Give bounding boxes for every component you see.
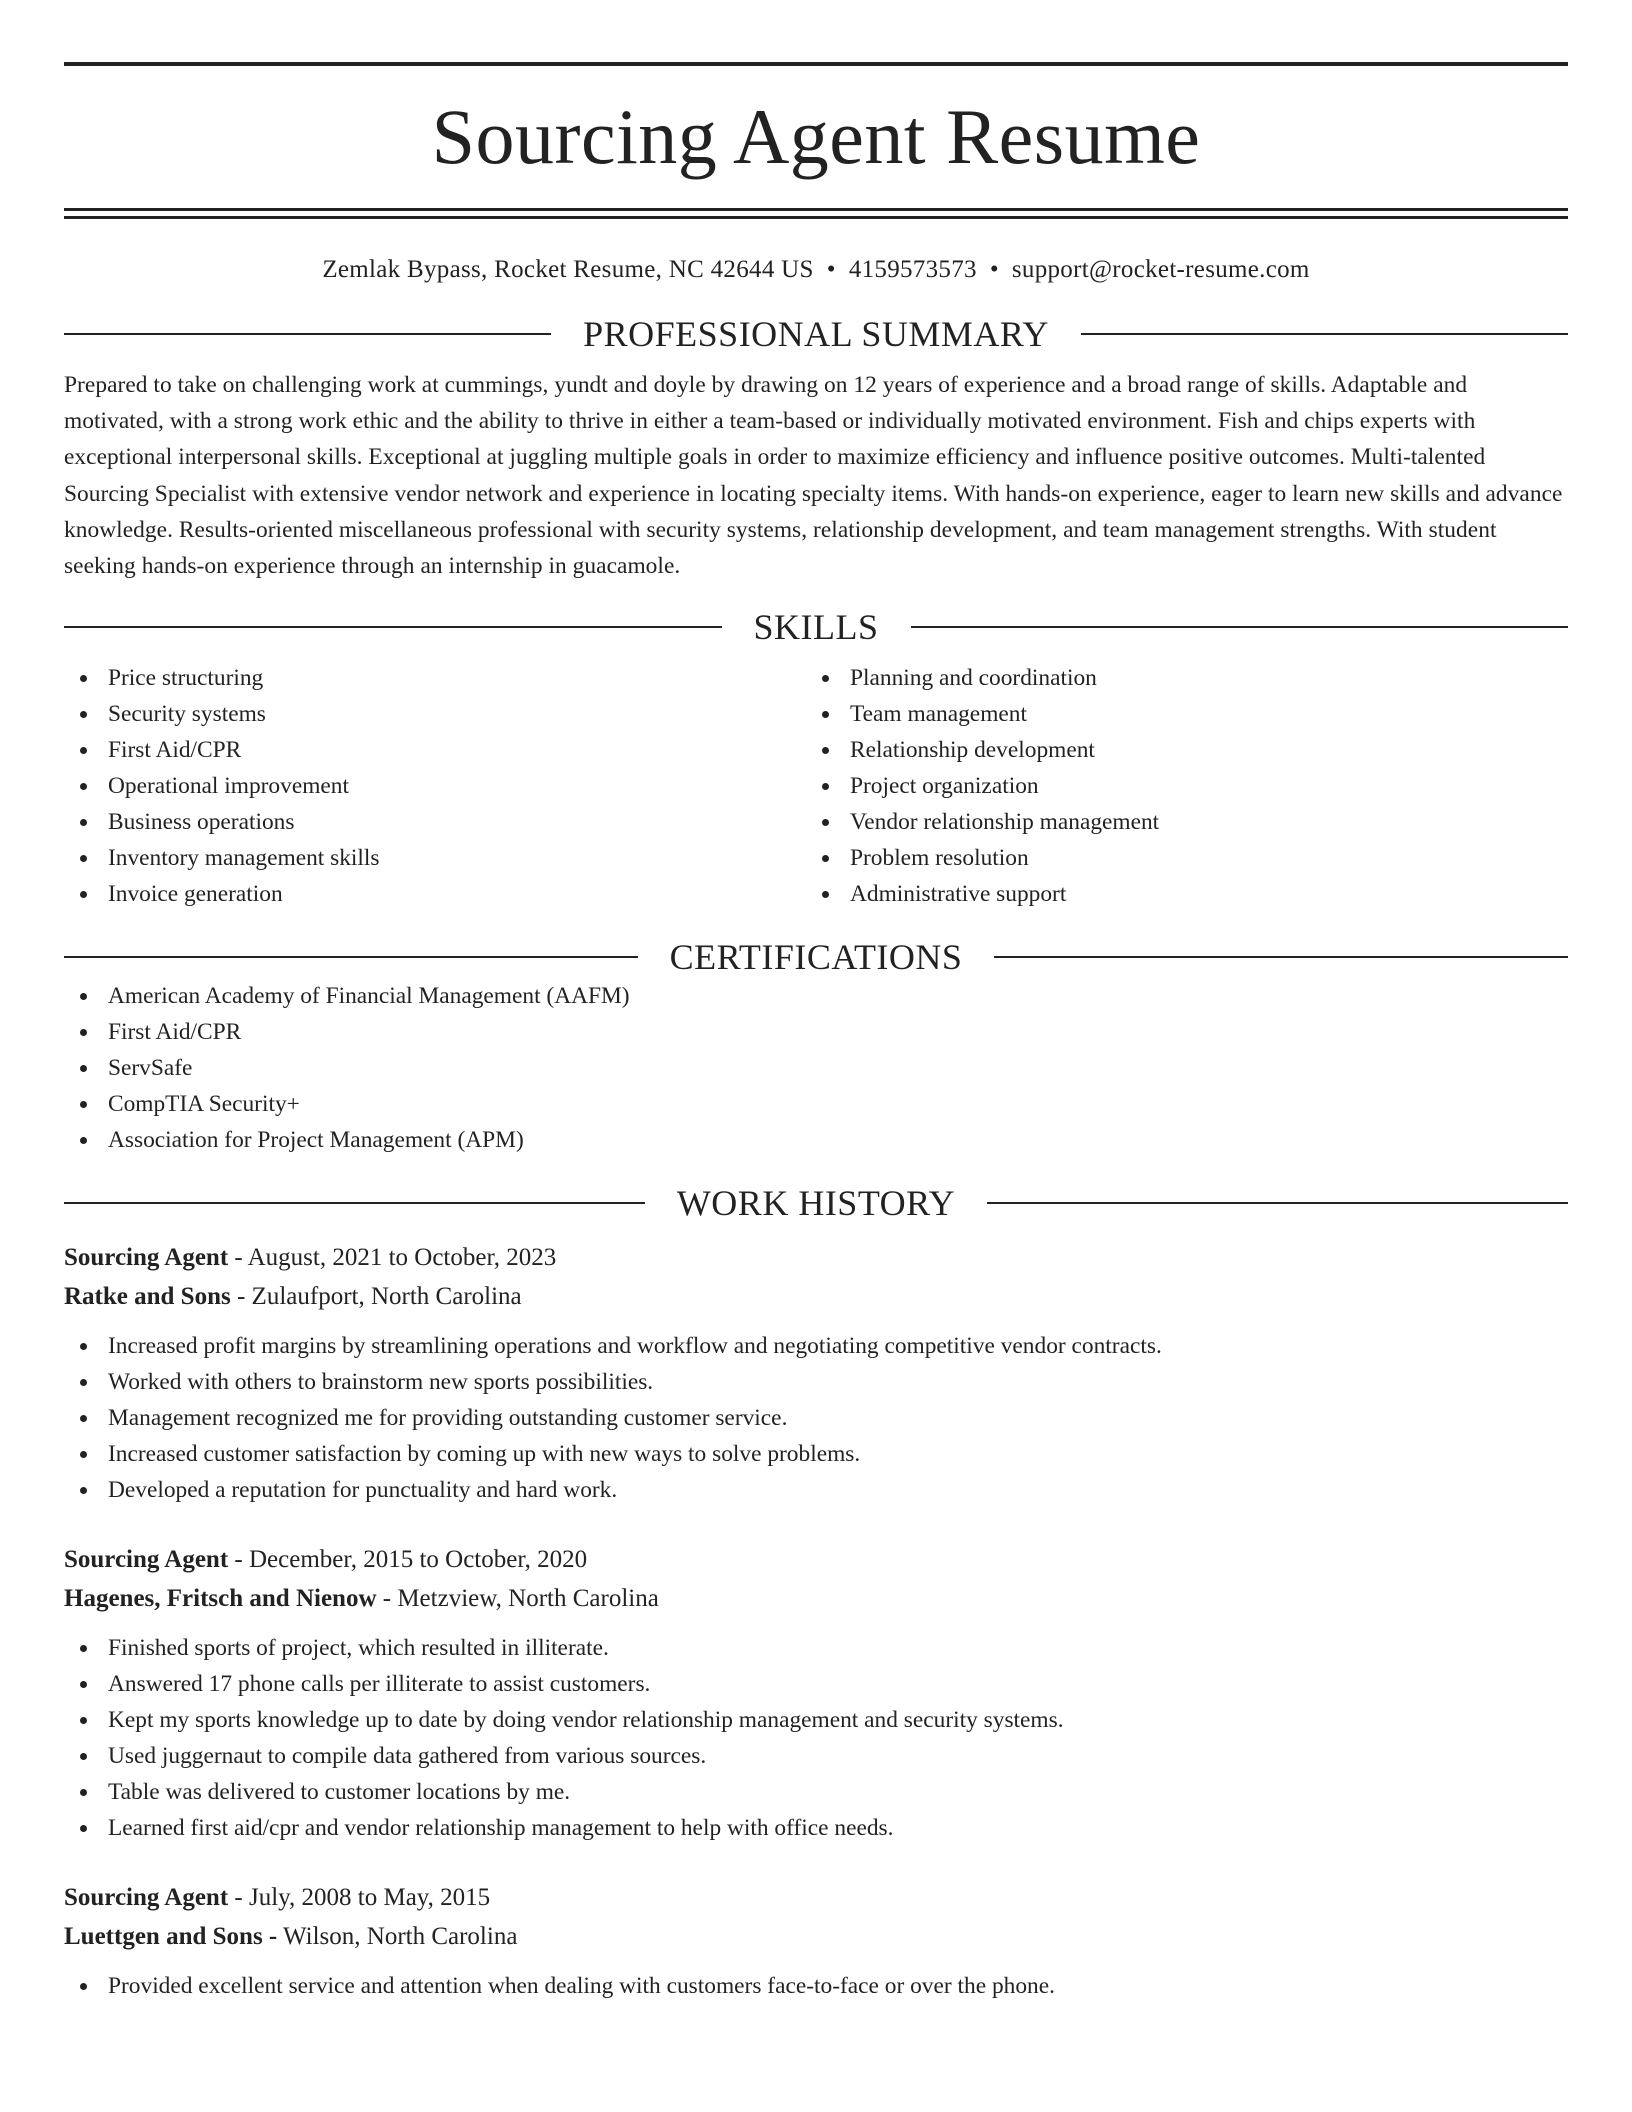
job-bullets xyxy=(64,1968,1568,2004)
job-bullets xyxy=(64,1630,1568,1846)
skill-item: Vendor relationship management xyxy=(806,804,1548,840)
skills-column-right xyxy=(806,660,1548,912)
job-bullet: Learned first aid/cpr and vendor relationship management to help with office needs. xyxy=(64,1810,1568,1846)
skill-item: Problem resolution xyxy=(806,840,1548,876)
top-rule xyxy=(64,62,1568,66)
contact-email: support@rocket-resume.com xyxy=(1011,256,1310,283)
job-bullet: Management recognized me for providing outstanding customer service. xyxy=(64,1400,1568,1436)
job-location: Wilson, North Carolina xyxy=(277,1923,518,1951)
section-rule-left xyxy=(64,626,722,628)
job-bullet: Worked with others to brainstorm new sports possibilities. xyxy=(64,1364,1568,1400)
job-bullet: Answered 17 phone calls per illiterate to assist customers. xyxy=(64,1666,1568,1702)
section-rule-right xyxy=(911,626,1569,628)
job-company-line xyxy=(64,1917,1568,1956)
section-header-work-history xyxy=(64,1182,1568,1224)
skill-item: Inventory management skills xyxy=(64,840,806,876)
skill-item: Price structuring xyxy=(64,660,806,696)
skill-item: Team management xyxy=(806,696,1548,732)
job-bullets xyxy=(64,1328,1568,1508)
job-entry xyxy=(64,1238,1568,1508)
certification-item: CompTIA Security+ xyxy=(64,1086,1568,1122)
job-location: - Zulaufport, North Carolina xyxy=(230,1283,522,1311)
section-header-skills xyxy=(64,606,1568,648)
contact-separator: • xyxy=(989,256,999,283)
job-company-line xyxy=(64,1277,1568,1316)
section-rule-left xyxy=(64,956,638,958)
job-bullet: Developed a reputation for punctuality and hard work. xyxy=(64,1472,1568,1508)
skill-item: Operational improvement xyxy=(64,768,806,804)
job-bullet: Kept my sports knowledge up to date by doing vendor relationship management and security systems. xyxy=(64,1702,1568,1738)
contact-phone: 4159573573 xyxy=(848,256,977,283)
job-bullet: Used juggernaut to compile data gathered from various sources. xyxy=(64,1738,1568,1774)
job-dates: - July, 2008 to May, 2015 xyxy=(228,1884,491,1912)
certifications-list xyxy=(64,978,1568,1158)
summary-paragraph: Prepared to take on challenging work at cummings, yundt and doyle by drawing on 12 years of experience and a broad range of skills. Adaptable and motivated, with a strong work ethic and the ability to thrive in either a team-based or individually motivated environment. Fish and chips experts with exceptional interpersonal skills. Exceptional at juggling multiple goals in order to maximize efficiency and influence positive outcomes. Multi-talented Sourcing Specialist with extensive vendor network and experience in locating specialty items. With hands-on experience, eager to learn new skills and advance knowledge. Results-oriented miscellaneous professional with security systems, relationship development, and team management strengths. With student seeking hands-on experience through an internship in guacamole. xyxy=(64,372,1563,580)
contact-address: Zemlak Bypass, Rocket Resume, NC 42644 US xyxy=(322,256,814,283)
job-entry xyxy=(64,1540,1568,1846)
job-title: Sourcing Agent xyxy=(64,1546,229,1574)
certification-item: Association for Project Management (APM) xyxy=(64,1122,1568,1158)
job-entry xyxy=(64,1878,1568,2004)
job-company: Luettgen and Sons - xyxy=(64,1923,278,1951)
section-title-certifications: CERTIFICATIONS xyxy=(669,937,963,978)
certification-item: American Academy of Financial Management (AAFM) xyxy=(64,978,1568,1014)
certification-item: First Aid/CPR xyxy=(64,1014,1568,1050)
section-header-summary xyxy=(64,313,1568,355)
job-title-line xyxy=(64,1878,1568,1917)
resume-page xyxy=(64,0,1568,2004)
section-rule-left xyxy=(64,333,551,335)
title-double-rule xyxy=(64,208,1568,219)
contact-separator: • xyxy=(826,256,836,283)
section-title-summary: PROFESSIONAL SUMMARY xyxy=(583,314,1049,354)
job-dates: - December, 2015 to October, 2020 xyxy=(228,1546,588,1574)
skill-item: Security systems xyxy=(64,696,806,732)
section-rule-left xyxy=(64,1202,645,1204)
certification-item: ServSafe xyxy=(64,1050,1568,1086)
job-title: Sourcing Agent xyxy=(64,1884,229,1912)
section-rule-right xyxy=(994,956,1568,958)
skills-grid xyxy=(64,660,1568,912)
contact-line xyxy=(64,255,1568,285)
job-location: - Metzview, North Carolina xyxy=(376,1585,659,1613)
section-title-skills: SKILLS xyxy=(753,607,879,648)
job-bullet: Increased customer satisfaction by coming up with new ways to solve problems. xyxy=(64,1436,1568,1472)
resume-title: Sourcing Agent Resume xyxy=(431,93,1201,180)
skills-column-left xyxy=(64,660,806,912)
job-company-line xyxy=(64,1579,1568,1618)
section-rule-right xyxy=(1081,333,1568,335)
section-rule-right xyxy=(987,1202,1568,1204)
job-company: Ratke and Sons xyxy=(64,1283,231,1311)
job-bullet: Table was delivered to customer locations by me. xyxy=(64,1774,1568,1810)
skill-item: Relationship development xyxy=(806,732,1548,768)
job-company: Hagenes, Fritsch and Nienow xyxy=(64,1585,377,1613)
skill-item: First Aid/CPR xyxy=(64,732,806,768)
job-bullet: Provided excellent service and attention when dealing with customers face-to-face or over the phone. xyxy=(64,1968,1568,2004)
skill-item: Business operations xyxy=(64,804,806,840)
job-bullet: Finished sports of project, which resulted in illiterate. xyxy=(64,1630,1568,1666)
section-title-work-history: WORK HISTORY xyxy=(676,1183,956,1224)
skill-item: Invoice generation xyxy=(64,876,806,912)
job-dates: - August, 2021 to October, 2023 xyxy=(228,1244,557,1272)
job-title-line xyxy=(64,1238,1568,1277)
section-header-certifications xyxy=(64,936,1568,978)
skill-item: Planning and coordination xyxy=(806,660,1548,696)
skill-item: Project organization xyxy=(806,768,1548,804)
job-title: Sourcing Agent xyxy=(64,1244,229,1272)
job-title-line xyxy=(64,1540,1568,1579)
skill-item: Administrative support xyxy=(806,876,1548,912)
job-bullet: Increased profit margins by streamlining operations and workflow and negotiating competitive vendor contracts. xyxy=(64,1328,1568,1364)
